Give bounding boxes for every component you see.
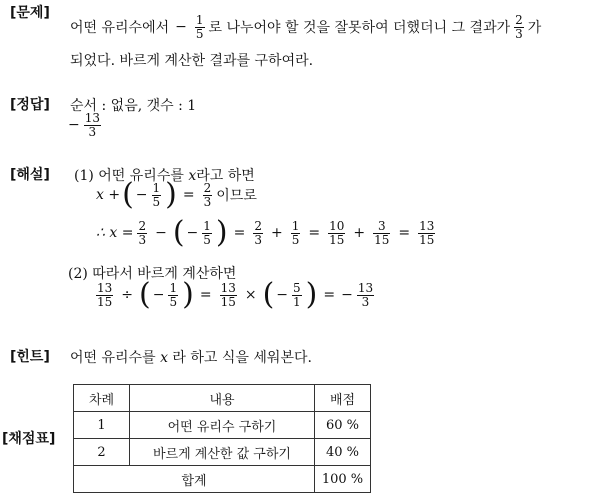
answer-line-1: 순서 : 없음, 갯수 : 1 bbox=[70, 98, 197, 114]
fraction-numerator: 3 bbox=[377, 218, 386, 233]
fraction-numerator: 1 bbox=[169, 280, 178, 295]
total-label: 합계 bbox=[74, 466, 315, 493]
equation-1 bbox=[96, 177, 257, 212]
fraction-numerator: 1 bbox=[152, 180, 161, 195]
hint-text-pre: 어떤 유리수를 bbox=[70, 350, 156, 366]
eq3-fraction-e bbox=[357, 282, 374, 308]
table-header-row bbox=[74, 385, 371, 412]
equals-sign: = bbox=[323, 287, 336, 303]
answer-fraction bbox=[84, 112, 101, 138]
equation-2 bbox=[96, 215, 437, 250]
answer-value bbox=[68, 112, 103, 138]
fraction-numerator: 13 bbox=[97, 280, 113, 295]
problem-fraction-1 bbox=[195, 14, 205, 40]
problem-line-2: 되었다. 바르게 계산한 결과를 구하여라. bbox=[70, 53, 314, 69]
fraction-denominator: 15 bbox=[329, 232, 345, 247]
plus-sign: + bbox=[271, 225, 283, 241]
row-content: 어떤 유리수 구하기 bbox=[130, 412, 315, 439]
fraction-denominator: 3 bbox=[84, 125, 101, 139]
fraction-denominator: 5 bbox=[291, 232, 300, 247]
fraction-numerator: 10 bbox=[329, 218, 345, 233]
left-paren: ( bbox=[172, 215, 185, 250]
hint-tag: [힌트] bbox=[10, 349, 50, 365]
eq2-fraction-a bbox=[137, 220, 147, 246]
hint-text bbox=[70, 347, 312, 367]
answer-sign: − bbox=[68, 117, 80, 134]
eq3-fraction-a bbox=[96, 282, 113, 308]
eq3-fraction-b bbox=[168, 282, 178, 308]
fraction-numerator: 1 bbox=[291, 218, 300, 233]
fraction-denominator: 15 bbox=[374, 232, 390, 247]
row-content: 바르게 계산한 값 구하기 bbox=[130, 439, 315, 466]
table-row bbox=[74, 439, 371, 466]
left-paren: ( bbox=[262, 277, 275, 312]
hint-text-post: 라 하고 식을 세워본다. bbox=[172, 350, 312, 366]
fraction-denominator: 5 bbox=[152, 194, 161, 209]
answer-tag: [정답] bbox=[10, 97, 50, 113]
grading-table bbox=[73, 384, 371, 493]
problem-minus-sign: − bbox=[175, 19, 187, 36]
eq2-fraction-g bbox=[418, 220, 435, 246]
right-paren: ) bbox=[165, 177, 177, 212]
eq2-fraction-b bbox=[202, 220, 212, 246]
eq3-result-sign: − bbox=[341, 287, 353, 303]
fraction-denominator: 15 bbox=[220, 294, 236, 309]
eq1-post: 이므로 bbox=[216, 188, 257, 204]
right-paren: ) bbox=[305, 277, 318, 312]
eq2-lhs: ∴ x = bbox=[96, 225, 134, 241]
fraction-denominator: 3 bbox=[515, 26, 523, 41]
eq2-fraction-d bbox=[291, 220, 301, 246]
problem-text-post: 가 bbox=[527, 20, 542, 37]
divide-sign: ÷ bbox=[121, 287, 134, 303]
fraction-numerator: 13 bbox=[357, 280, 374, 295]
variable-x: x bbox=[160, 350, 168, 366]
fraction-denominator: 15 bbox=[97, 294, 113, 309]
eq3-fraction-d bbox=[292, 282, 302, 308]
variable-x: x bbox=[188, 168, 197, 184]
right-paren: ) bbox=[182, 277, 194, 312]
header-order: 차례 bbox=[74, 385, 130, 412]
fraction-denominator: 3 bbox=[357, 295, 374, 309]
equals-sign: = bbox=[398, 225, 411, 241]
fraction-denominator: 3 bbox=[254, 232, 262, 247]
problem-fraction-2 bbox=[514, 14, 524, 40]
header-points: 배점 bbox=[315, 385, 371, 412]
problem-line-1 bbox=[70, 14, 541, 40]
eq1-inner-fraction bbox=[152, 182, 162, 208]
row-order: 2 bbox=[74, 439, 130, 466]
eq2-fraction-c bbox=[253, 220, 263, 246]
plus-sign: + bbox=[353, 225, 366, 241]
row-order: 1 bbox=[74, 412, 130, 439]
grading-tag: [채점표] bbox=[2, 431, 56, 447]
fraction-denominator: 5 bbox=[169, 294, 178, 309]
fraction-denominator: 5 bbox=[195, 26, 204, 41]
fraction-numerator: 2 bbox=[138, 218, 147, 233]
fraction-denominator: 15 bbox=[419, 232, 435, 247]
fraction-numerator: 2 bbox=[254, 218, 262, 233]
problem-text-mid: 로 나누어야 할 것을 잘못하여 더했더니 그 결과가 bbox=[208, 20, 511, 37]
fraction-numerator: 2 bbox=[515, 13, 523, 27]
minus-sign: − bbox=[155, 225, 167, 241]
eq1-lhs: x + bbox=[96, 187, 121, 203]
times-sign: × bbox=[244, 287, 257, 303]
eq1-rhs-fraction bbox=[203, 182, 213, 208]
eq2-fraction-e bbox=[328, 220, 345, 246]
row-points: 40 % bbox=[315, 439, 371, 466]
total-points: 100 % bbox=[315, 466, 371, 493]
solution-tag: [해설] bbox=[10, 167, 50, 183]
fraction-numerator: 2 bbox=[203, 180, 212, 195]
table-row bbox=[74, 412, 371, 439]
problem-text-pre: 어떤 유리수에서 bbox=[70, 20, 170, 37]
solution-step-2: (2) 따라서 바르게 계산하면 bbox=[68, 266, 237, 282]
fraction-denominator: 1 bbox=[293, 294, 301, 309]
left-paren: ( bbox=[139, 277, 151, 312]
fraction-numerator: 1 bbox=[203, 218, 211, 233]
fraction-numerator: 13 bbox=[220, 280, 236, 295]
eq3-b-sign: − bbox=[152, 287, 165, 303]
fraction-numerator: 1 bbox=[195, 13, 204, 27]
eq1-inner-sign: − bbox=[135, 187, 148, 203]
header-content: 내용 bbox=[130, 385, 315, 412]
eq3-d-sign: − bbox=[276, 287, 289, 303]
equals-sign: = bbox=[308, 225, 321, 241]
equation-3 bbox=[94, 277, 376, 312]
eq3-fraction-c bbox=[220, 282, 237, 308]
equals-sign: = bbox=[199, 287, 212, 303]
equals-sign: = bbox=[233, 225, 246, 241]
fraction-denominator: 3 bbox=[138, 232, 147, 247]
left-paren: ( bbox=[122, 177, 134, 212]
problem-tag: [문제] bbox=[10, 5, 50, 21]
equals-sign: = bbox=[182, 187, 195, 203]
right-paren: ) bbox=[215, 215, 228, 250]
eq2-fraction-f bbox=[373, 220, 390, 246]
eq2-b-sign: − bbox=[186, 225, 199, 241]
fraction-numerator: 13 bbox=[84, 111, 101, 125]
step-1-post: 라고 하면 bbox=[196, 168, 255, 184]
fraction-denominator: 5 bbox=[203, 232, 211, 247]
table-total-row bbox=[74, 466, 371, 493]
fraction-numerator: 5 bbox=[293, 280, 301, 295]
fraction-denominator: 3 bbox=[203, 194, 212, 209]
row-points: 60 % bbox=[315, 412, 371, 439]
step-1-label: (1) 어떤 유리수를 bbox=[74, 168, 184, 184]
fraction-numerator: 13 bbox=[419, 218, 435, 233]
